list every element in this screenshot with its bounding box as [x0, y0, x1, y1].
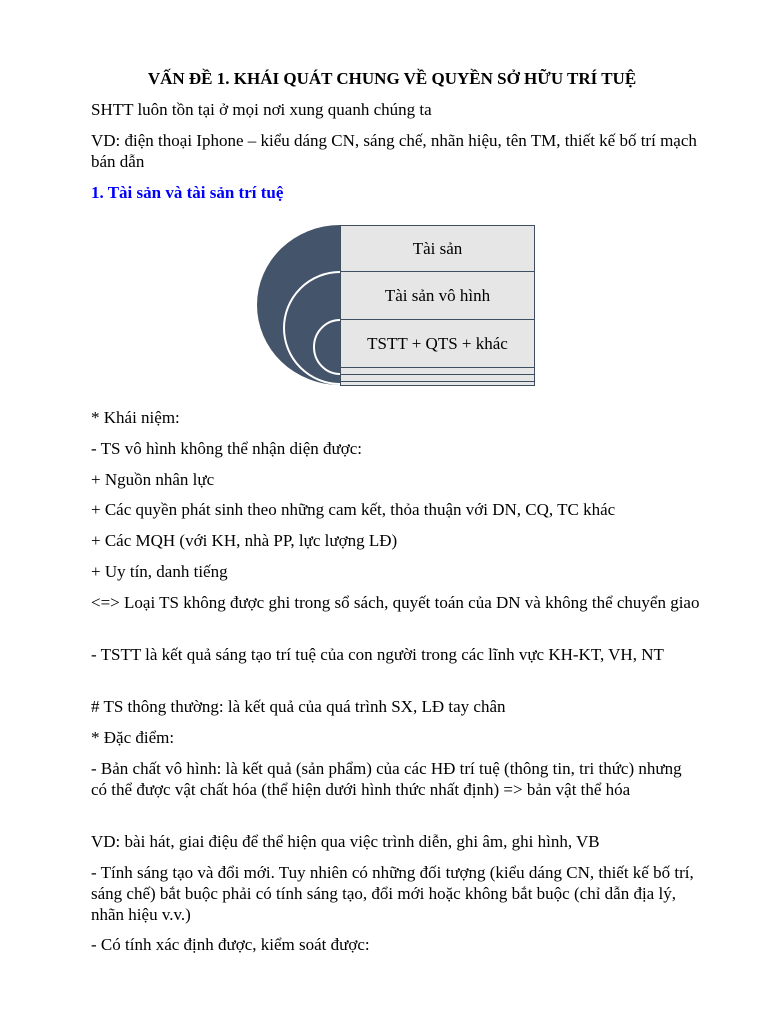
- intro-text: SHTT luôn tồn tại ở mọi nơi xung quanh chúng ta: [91, 100, 432, 119]
- paragraph-8: - TSTT là kết quả sáng tạo trí tuệ của con người trong các lĩnh vực KH-KT, VH, NT: [91, 645, 664, 664]
- paragraph-6: + Uy tín, danh tiếng: [91, 562, 228, 581]
- paragraph-5: + Các MQH (với KH, nhà PP, lực lượng LĐ): [91, 531, 398, 550]
- paragraph-2: - TS vô hình không thể nhận diện được:: [91, 439, 362, 458]
- level-label-3: TSTT + QTS + khác: [367, 333, 508, 353]
- section-heading: 1. Tài sản và tài sản trí tuệ: [91, 183, 284, 202]
- paragraph-11: - Bản chất vô hình: là kết quả (sản phẩm) của các HĐ trí tuệ (thông tin, tri thức) nhưng có thể được vật chất hóa (thể hiện dưới hình thức nhất định) => bản vật thể hóa: [91, 759, 682, 799]
- level-label-2: Tài sản vô hình: [384, 285, 491, 305]
- paragraph-12: VD: bài hát, giai điệu để thể hiện qua việc trình diễn, ghi âm, ghi hình, VB: [91, 832, 600, 851]
- document-title: VẤN ĐỀ 1. KHÁI QUÁT CHUNG VỀ QUYỀN SỞ HỮU TRÍ TUỆ: [147, 69, 637, 88]
- level-box-1: [340, 225, 535, 272]
- paragraph-14: - Có tính xác định được, kiểm soát được:: [91, 935, 370, 954]
- level-label-1: Tài sản: [412, 238, 463, 258]
- outer-arc: [257, 225, 340, 385]
- example-text: VD: điện thoại Iphone – kiểu dáng CN, sáng chế, nhãn hiệu, tên TM, thiết kế bố trí mạch bán dẫn: [91, 131, 697, 171]
- paragraph-7: <=> Loại TS không được ghi trong sổ sách, quyết toán của DN và không thể chuyển giao: [91, 593, 700, 612]
- paragraph-13: - Tính sáng tạo và đổi mới. Tuy nhiên có những đối tượng (kiểu dáng CN, thiết kế bố trí, sáng chế) bắt buộc phải có tính sáng tạo, đổi mới hoặc không bắt buộc (chỉ dẫn địa lý, nhãn hiệu v.v.): [91, 863, 694, 924]
- paragraph-4: + Các quyền phát sinh theo những cam kết, thỏa thuận với DN, CQ, TC khác: [91, 500, 616, 519]
- paragraph-3: + Nguồn nhân lực: [91, 470, 215, 489]
- level-box-2: [340, 271, 535, 320]
- paragraph-10: * Đặc điểm:: [91, 728, 175, 747]
- paragraph-9: # TS thông thường: là kết quả của quá trình SX, LĐ tay chân: [91, 697, 506, 716]
- level-box-6: [340, 381, 535, 386]
- level-box-3: [340, 319, 535, 368]
- asset-hierarchy-diagram: [250, 222, 542, 388]
- paragraph-1: * Khái niệm:: [91, 408, 180, 427]
